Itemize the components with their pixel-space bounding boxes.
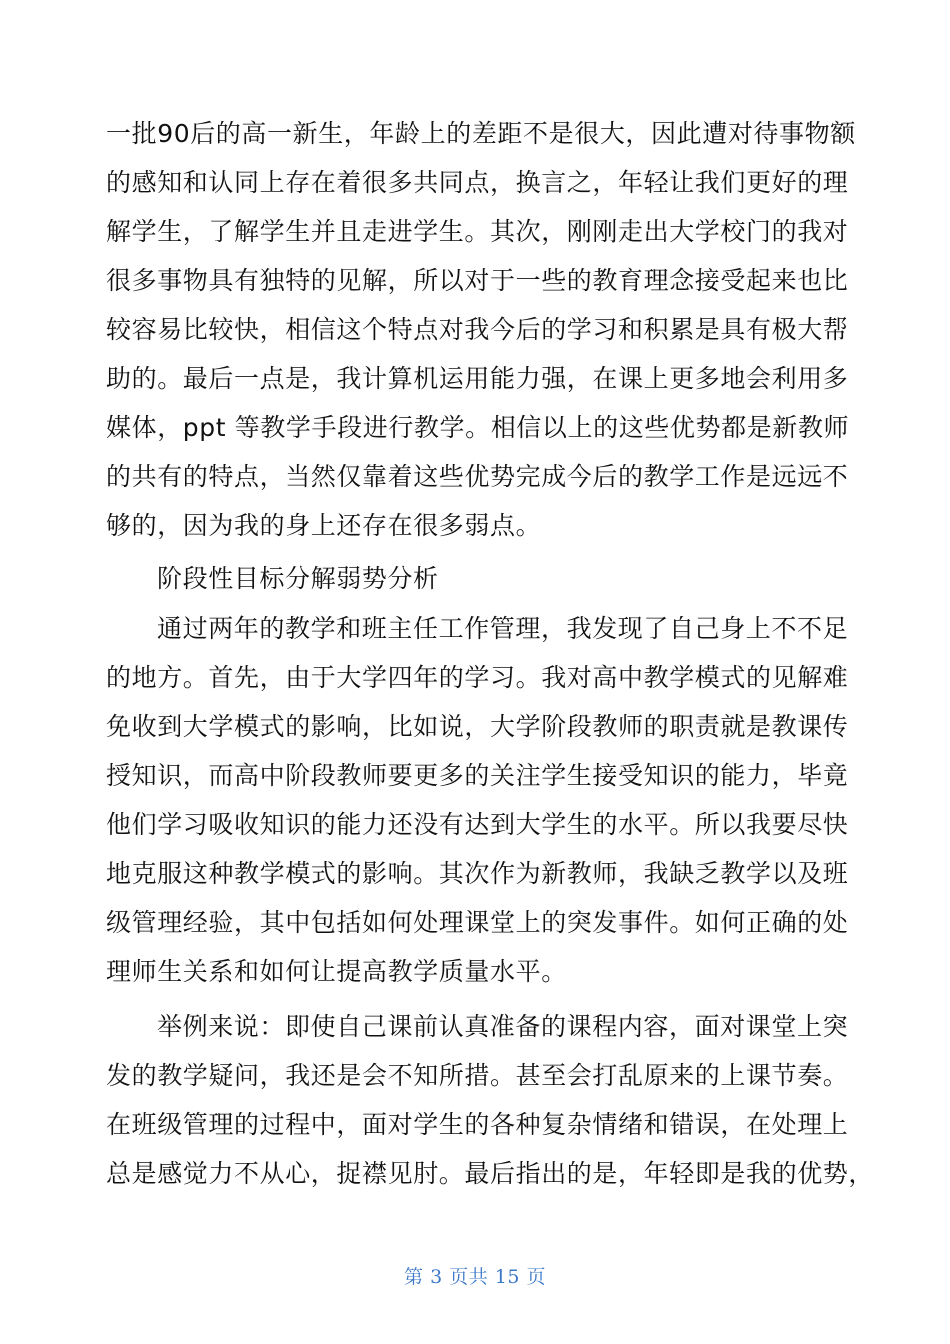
text-line: 助的。最后一点是，我计算机运用能力强，在课上更多地会利用多 xyxy=(106,364,849,393)
text-line: 地克服这种教学模式的影响。其次作为新教师，我缺乏教学以及班 xyxy=(106,859,849,888)
section-heading: 阶段性目标分解弱势分析 xyxy=(157,564,439,593)
page-number: 第 3 页共 15 页 xyxy=(404,1266,546,1288)
text-line: 的共有的特点，当然仅靠着这些优势完成今后的教学工作是远远不 xyxy=(106,462,849,491)
text-line: 的感知和认同上存在着很多共同点，换言之，年轻让我们更好的理 xyxy=(106,168,849,197)
paragraph-first-line: 举例来说：即使自己课前认真准备的课程内容，面对课堂上突 xyxy=(157,1012,849,1041)
text-line: 级管理经验，其中包括如何处理课堂上的突发事件。如何正确的处 xyxy=(106,908,849,937)
text-line: 总是感觉力不从心，捉襟见肘。最后指出的是，年轻即是我的优势， xyxy=(106,1159,875,1188)
text-line: 免收到大学模式的影响，比如说，大学阶段教师的职责就是教课传 xyxy=(106,712,849,741)
text-line: 一批90后的高一新生，年龄上的差距不是很大，因此遭对待事物额 xyxy=(106,119,856,148)
text-line: 发的教学疑问，我还是会不知所措。甚至会打乱原来的上课节奏。 xyxy=(106,1061,849,1090)
text-line: 很多事物具有独特的见解，所以对于一些的教育理念接受起来也比 xyxy=(106,266,849,295)
text-line: 解学生，了解学生并且走进学生。其次，刚刚走出大学校门的我对 xyxy=(106,217,849,246)
text-line: 媒体，ppt 等教学手段进行教学。相信以上的这些优势都是新教师 xyxy=(106,413,850,442)
text-line: 在班级管理的过程中，面对学生的各种复杂情绪和错误，在处理上 xyxy=(106,1110,849,1139)
text-line: 够的，因为我的身上还存在很多弱点。 xyxy=(106,511,542,540)
text-line: 理师生关系和如何让提高教学质量水平。 xyxy=(106,957,567,986)
text-line: 较容易比较快，相信这个特点对我今后的学习和积累是具有极大帮 xyxy=(106,315,849,344)
paragraph-first-line: 通过两年的教学和班主任工作管理，我发现了自己身上不不足 xyxy=(157,614,849,643)
text-line: 他们学习吸收知识的能力还没有达到大学生的水平。所以我要尽快 xyxy=(106,810,849,839)
text-line: 授知识，而高中阶段教师要更多的关注学生接受知识的能力，毕竟 xyxy=(106,761,849,790)
text-line: 的地方。首先，由于大学四年的学习。我对高中教学模式的见解难 xyxy=(106,663,849,692)
